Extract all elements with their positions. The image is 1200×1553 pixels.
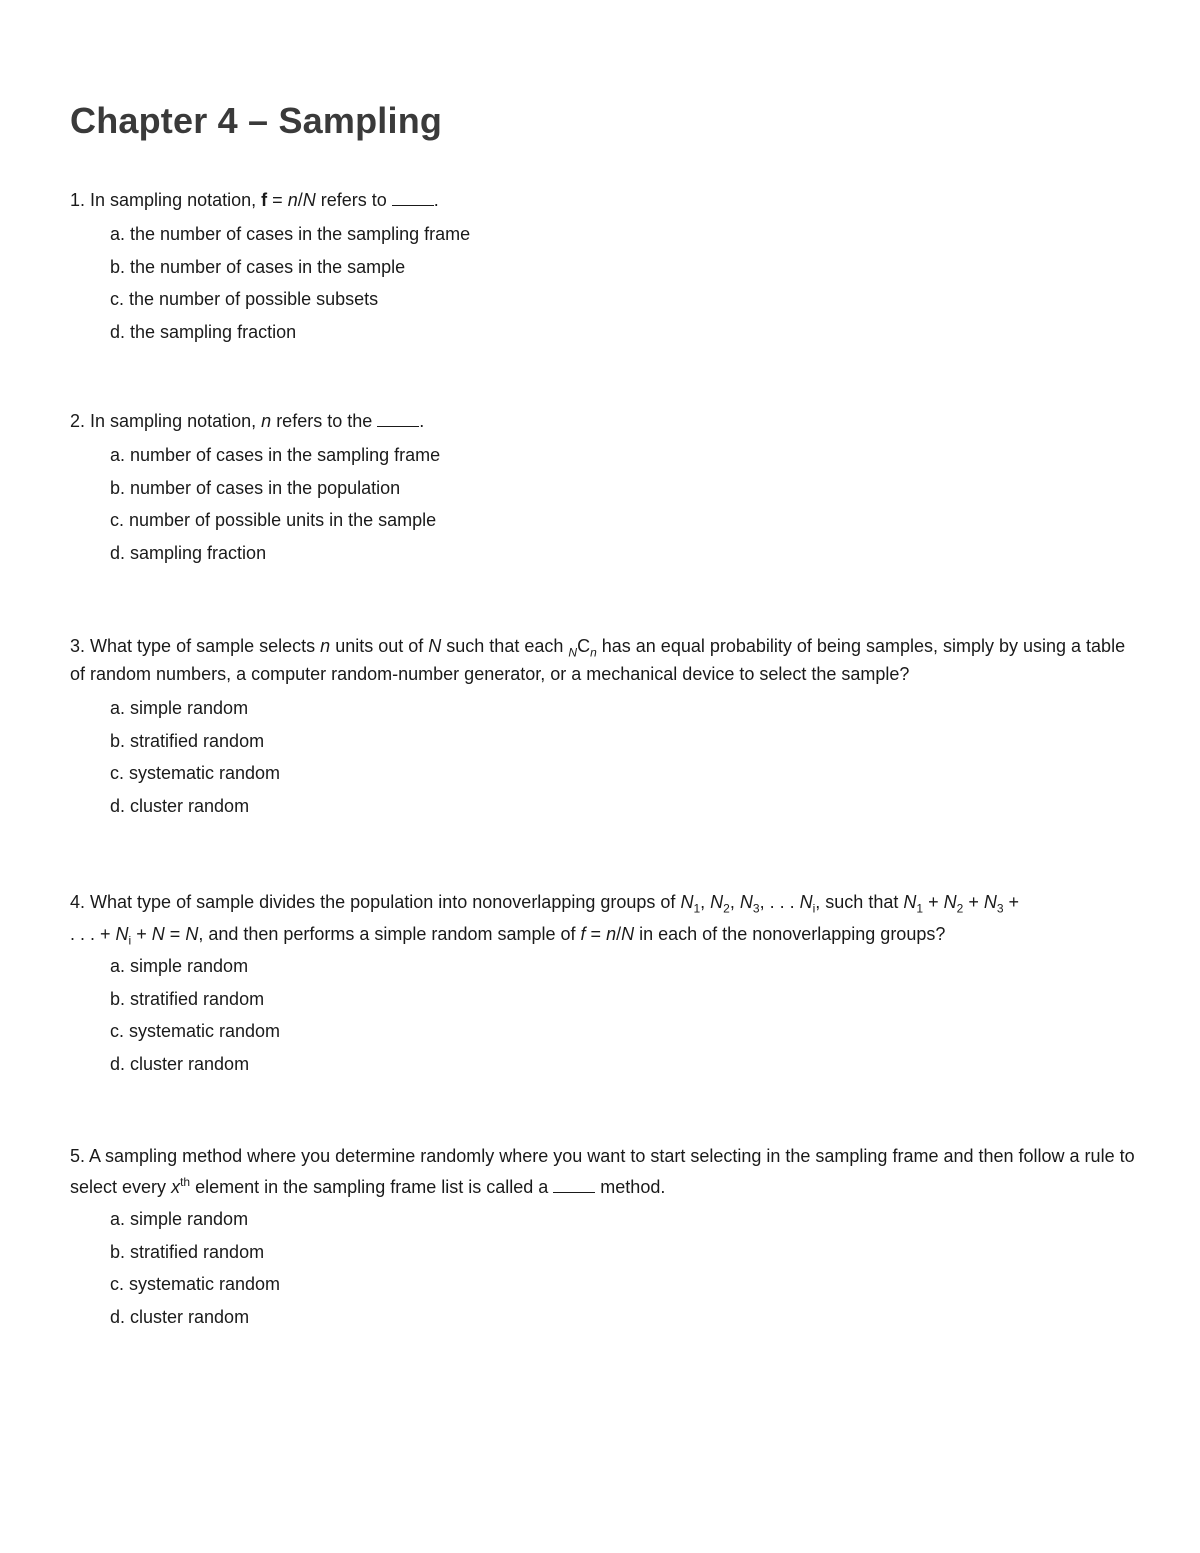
answer-blank: [553, 1178, 595, 1193]
question-4: [70, 886, 1135, 1080]
question-stem: 3. What type of sample selects n units out of N such that each $_NC_n$ has an equal probability of being samples, simply by using a table of random numbers, a computer random-number generator, or a mechanical device to select the sample?: [70, 636, 1126, 684]
option-a: a. simple random: [110, 1209, 249, 1229]
option-list: [110, 692, 1135, 822]
question-2: [70, 407, 1135, 569]
option-c: c. systematic random: [110, 1274, 281, 1294]
option-b: b. stratified random: [110, 730, 265, 751]
option-b: b. stratified random: [110, 1241, 265, 1262]
option-list: [110, 439, 1135, 569]
question-3: [70, 632, 1135, 822]
option-b: b. the number of cases in the sample: [110, 256, 406, 277]
question-stem: 1. In sampling notation, f = n/N refers to .: [70, 190, 439, 210]
question-1: [70, 186, 1135, 348]
option-a: a. the number of cases in the sampling frame: [110, 224, 471, 244]
option-d: d. cluster random: [110, 795, 250, 816]
answer-blank: [377, 412, 419, 427]
option-a: a. number of cases in the sampling frame: [110, 445, 441, 465]
option-c: c. systematic random: [110, 763, 281, 783]
option-list: [110, 218, 1135, 348]
question-stem-line-1: 4. What type of sample divides the population into nonoverlapping groups of $N_1$, $N_2$, $N_3$, . . . $N_i$, such that $N_1 + N_2 + N_3$ +: [70, 892, 1020, 916]
question-stem-line-2: . . . + $N_i + N = N$, and then performs a simple random sample of f = n/N in each of the nonoverlapping groups?: [70, 924, 946, 948]
question-stem: 2. In sampling notation, n refers to the .: [70, 411, 425, 431]
option-d: d. sampling fraction: [110, 542, 267, 563]
option-b: b. stratified random: [110, 988, 265, 1009]
option-c: c. the number of possible subsets: [110, 289, 379, 309]
answer-blank: [392, 191, 434, 206]
option-c: c. systematic random: [110, 1021, 281, 1041]
option-list: [110, 1203, 1135, 1333]
option-b: b. number of cases in the population: [110, 477, 401, 498]
option-a: a. simple random: [110, 956, 249, 976]
option-d: d. cluster random: [110, 1053, 250, 1074]
question-5: [70, 1141, 1135, 1333]
question-stem: 5. A sampling method where you determine randomly where you want to start selecting in the sampling frame and then follow a rule to select every $x^{th}$ element in the sampling frame list is called a method.: [70, 1146, 1135, 1197]
option-c: c. number of possible units in the sample: [110, 510, 437, 530]
option-a: a. simple random: [110, 698, 249, 718]
page-title: Chapter 4 – Sampling: [70, 100, 443, 141]
option-d: d. the sampling fraction: [110, 321, 297, 342]
option-d: d. cluster random: [110, 1306, 250, 1327]
option-list: [110, 950, 1135, 1080]
